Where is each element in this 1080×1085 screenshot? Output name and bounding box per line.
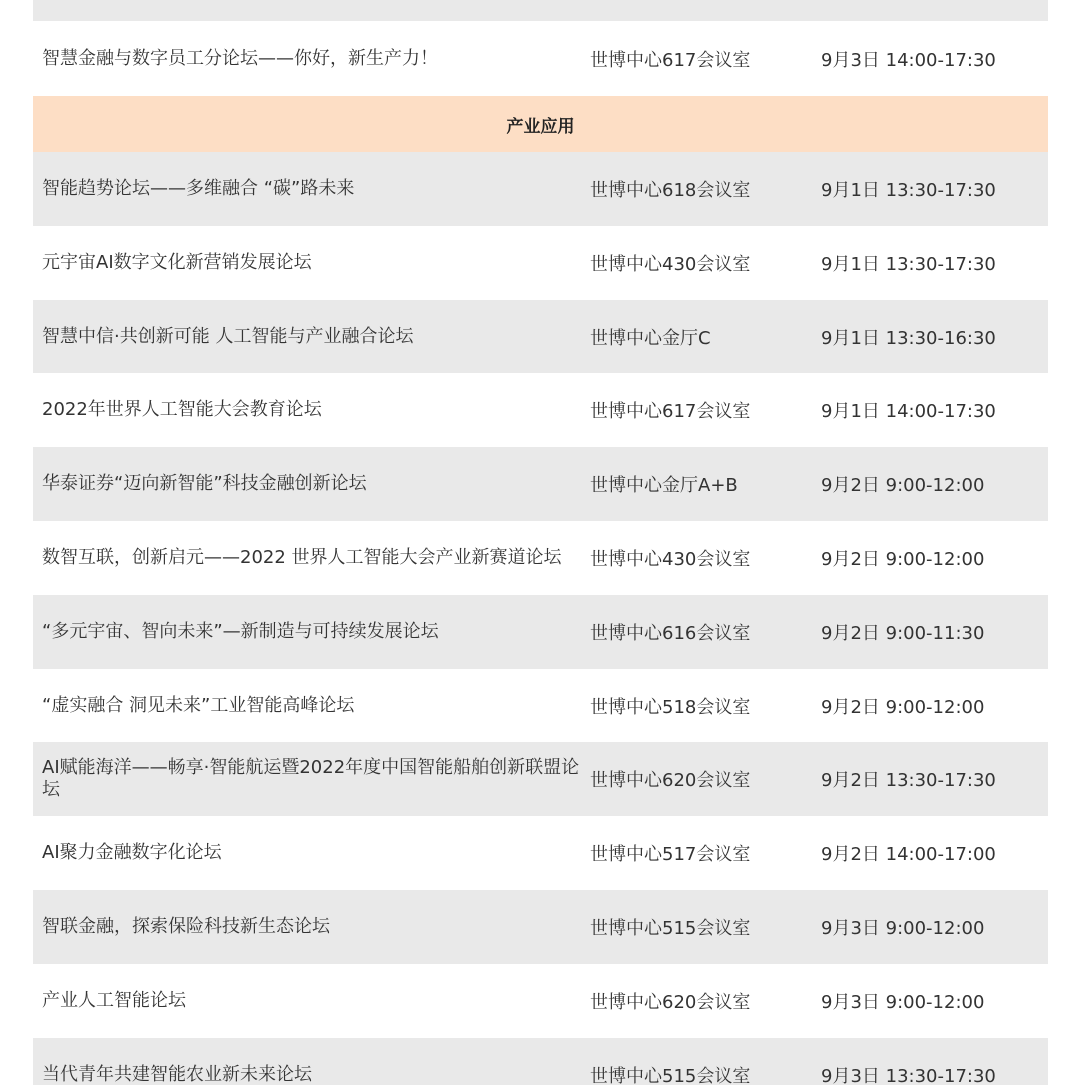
forum-venue: 世博中心620会议室: [590, 992, 751, 1013]
table-row: [33, 890, 1048, 964]
forum-name: 智联金融，探索保险科技新生态论坛: [42, 916, 330, 937]
forum-time: 9月2日 14:00-17:00: [821, 844, 996, 865]
table-row: [33, 521, 1048, 595]
forum-name: 智能趋势论坛——多维融合 “碳”路未来: [42, 178, 355, 199]
forum-time: 9月2日 13:30-17:30: [821, 770, 996, 791]
table-row: [33, 669, 1048, 742]
forum-venue: 世博中心金厅C: [590, 327, 711, 349]
forum-name: 智慧中信·共创新可能 人工智能与产业融合论坛: [42, 325, 414, 347]
forum-time: 9月1日 14:00-17:30: [821, 401, 996, 422]
table-row: [33, 742, 1048, 816]
forum-time: 9月1日 13:30-17:30: [821, 180, 996, 201]
forum-time: 9月2日 9:00-12:00: [821, 549, 985, 570]
forum-venue: 世博中心617会议室: [590, 401, 751, 422]
forum-venue: 世博中心515会议室: [590, 918, 751, 939]
section-header: 产业应用: [33, 96, 1048, 152]
forum-name: AI聚力金融数字化论坛: [42, 842, 222, 863]
forum-venue: 世博中心金厅A+B: [590, 475, 738, 496]
table-row: [33, 1038, 1048, 1085]
forum-venue: 世博中心618会议室: [590, 180, 751, 201]
forum-time: 9月1日 13:30-16:30: [821, 327, 996, 349]
table-row: [33, 595, 1048, 669]
forum-time: 9月2日 9:00-12:00: [821, 696, 985, 718]
forum-venue: 世博中心617会议室: [590, 50, 751, 71]
forum-time: 9月2日 9:00-12:00: [821, 475, 985, 496]
table-row: [33, 22, 1048, 96]
forum-venue: 世博中心430会议室: [590, 549, 751, 570]
table-row-partial: [33, 0, 1048, 21]
table-row: [33, 447, 1048, 521]
forum-name: 当代青年共建智能农业新未来论坛: [42, 1063, 312, 1085]
table-row: [33, 226, 1048, 300]
forum-venue: 世博中心518会议室: [590, 696, 751, 718]
forum-name: AI赋能海洋——畅享·智能航运暨2022年度中国智能船舶创新联盟论坛: [42, 757, 580, 800]
forum-name: “多元宇宙、智向未来”—新制造与可持续发展论坛: [42, 621, 439, 642]
forum-name: 数智互联，创新启元——2022 世界人工智能大会产业新赛道论坛: [42, 547, 562, 568]
forum-time: 9月3日 9:00-12:00: [821, 918, 985, 939]
forum-time: 9月3日 14:00-17:30: [821, 50, 996, 71]
table-row: [33, 152, 1048, 226]
forum-name: 智慧金融与数字员工分论坛——你好，新生产力！: [42, 48, 438, 69]
forum-name: 产业人工智能论坛: [42, 990, 186, 1011]
forum-time: 9月2日 9:00-11:30: [821, 623, 985, 644]
forum-name: “虚实融合 洞见未来”工业智能高峰论坛: [42, 694, 355, 716]
table-row: [33, 964, 1048, 1038]
forum-time: 9月1日 13:30-17:30: [821, 254, 996, 275]
forum-venue: 世博中心620会议室: [590, 770, 751, 791]
table-row: [33, 300, 1048, 373]
forum-name: 华泰证券“迈向新智能”科技金融创新论坛: [42, 473, 367, 494]
forum-venue: 世博中心515会议室: [590, 1065, 751, 1085]
forum-venue: 世博中心616会议室: [590, 623, 751, 644]
forum-name: 元宇宙AI数字文化新营销发展论坛: [42, 252, 312, 273]
forum-time: 9月3日 9:00-12:00: [821, 992, 985, 1013]
table-row: [33, 373, 1048, 447]
forum-venue: 世博中心430会议室: [590, 254, 751, 275]
forum-name: 2022年世界人工智能大会教育论坛: [42, 399, 322, 420]
forum-time: 9月3日 13:30-17:30: [821, 1065, 996, 1085]
forum-venue: 世博中心517会议室: [590, 844, 751, 865]
table-row: [33, 816, 1048, 890]
